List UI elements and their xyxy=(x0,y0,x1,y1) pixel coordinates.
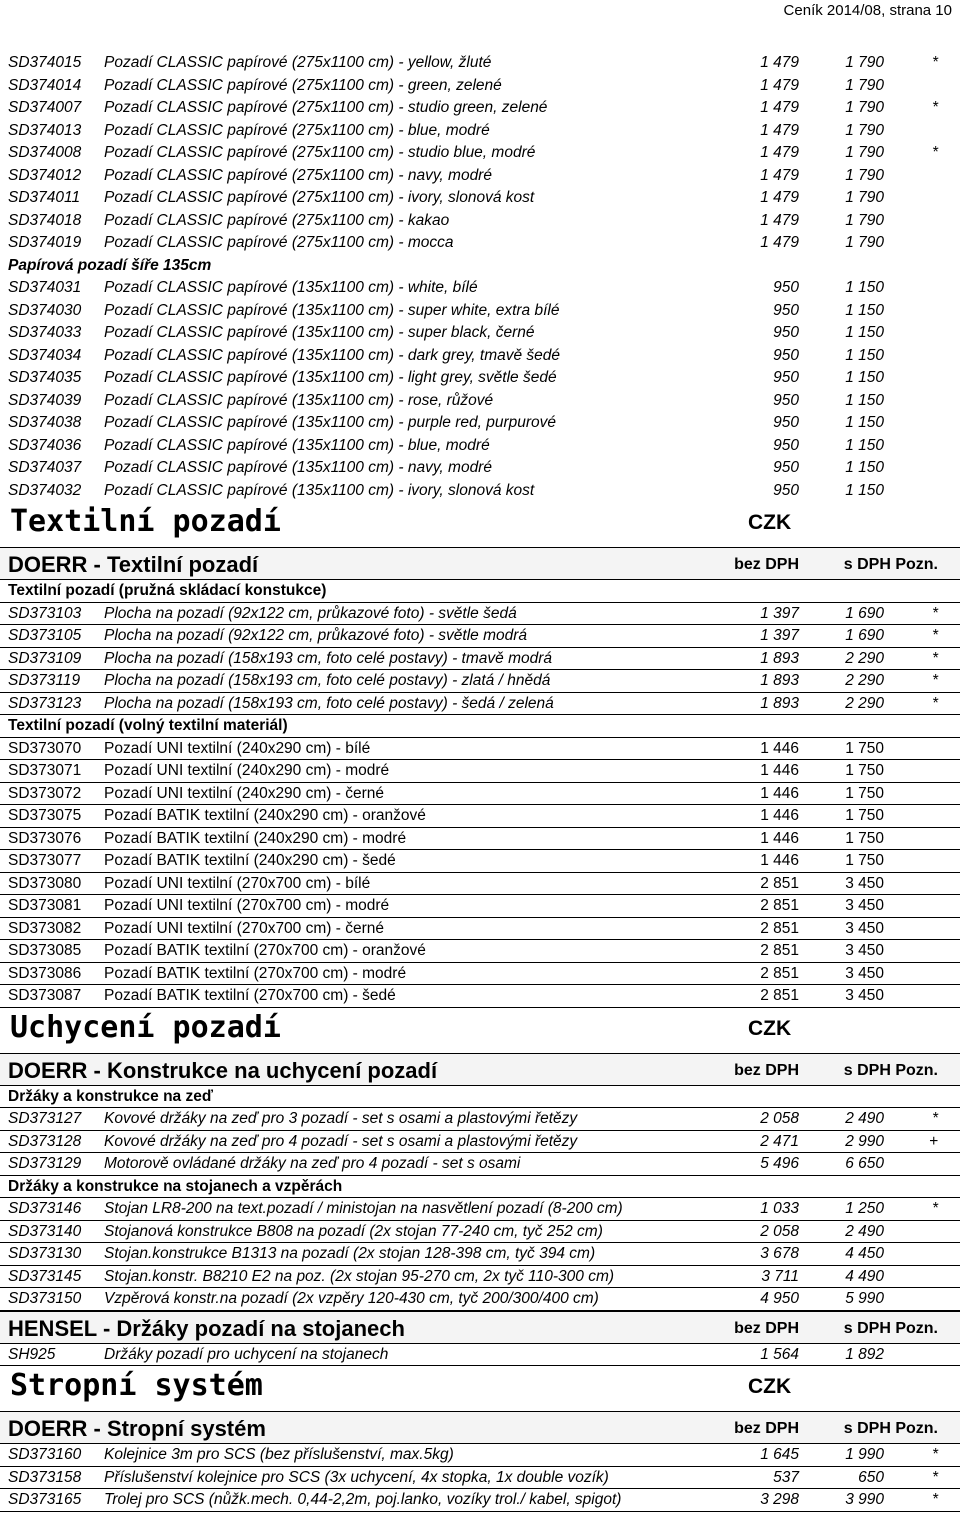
price-gross: 3 450 xyxy=(845,919,884,937)
price-net: 2 851 xyxy=(760,919,799,937)
product-code: SD373070 xyxy=(8,739,82,757)
price-gross: 1 790 xyxy=(845,99,884,116)
note-mark: * xyxy=(931,54,938,71)
product-code: SD373103 xyxy=(8,604,82,622)
product-row xyxy=(0,1131,960,1154)
price-net: 950 xyxy=(773,436,799,454)
product-code: SD374008 xyxy=(8,144,82,161)
price-gross: 1 150 xyxy=(845,459,884,476)
price-net: 1 446 xyxy=(760,852,799,869)
rows-group xyxy=(0,277,960,502)
product-row xyxy=(0,1344,960,1367)
price-gross: 1 750 xyxy=(845,807,884,824)
column-label-net: bez DPH xyxy=(734,1061,799,1079)
product-code: SD373086 xyxy=(8,964,82,982)
product-row xyxy=(0,963,960,986)
product-code: SD373129 xyxy=(8,1155,82,1172)
product-description: Pozadí UNI textilní (270x700 cm) - modré xyxy=(104,897,390,914)
product-description: Pozadí UNI textilní (240x290 cm) - bílé xyxy=(104,739,371,757)
product-description: Stojan LR8-200 na text.pozadí / ministojan na nasvětlení pozadí (8-200 cm) xyxy=(104,1200,623,1217)
price-net: 1 479 xyxy=(760,54,799,71)
product-row xyxy=(0,52,960,75)
price-gross: 1 790 xyxy=(845,76,884,94)
product-code: SD373128 xyxy=(8,1132,82,1150)
category-title: Stropní systém xyxy=(10,1368,263,1403)
product-description: Plocha na pozadí (92x122 cm, průkazové foto) - světle šedá xyxy=(104,604,517,622)
product-row xyxy=(0,1108,960,1131)
price-net: 1 893 xyxy=(760,694,799,712)
price-net: 2 058 xyxy=(760,1222,799,1240)
price-gross: 1 150 xyxy=(845,324,884,341)
product-code: SD373081 xyxy=(8,897,82,914)
product-row xyxy=(0,322,960,345)
price-net: 950 xyxy=(773,279,799,296)
product-row xyxy=(0,850,960,873)
price-gross: 4 490 xyxy=(845,1267,884,1285)
price-net: 950 xyxy=(773,324,799,341)
note-mark: + xyxy=(928,1132,938,1150)
section-title: DOERR - Textilní pozadí xyxy=(8,552,259,577)
product-description: Plocha na pozadí (158x193 cm, foto celé postavy) - šedá / zelená xyxy=(104,694,554,712)
product-description: Pozadí CLASSIC papírové (275x1100 cm) - navy, modré xyxy=(104,166,492,184)
product-row xyxy=(0,165,960,188)
product-code: SD373109 xyxy=(8,649,82,667)
product-row xyxy=(0,232,960,255)
product-description: Pozadí BATIK textilní (240x290 cm) - oranžové xyxy=(104,807,426,824)
price-net: 1 479 xyxy=(760,99,799,116)
product-row xyxy=(0,277,960,300)
rows-group xyxy=(0,1198,960,1311)
product-code: SD373077 xyxy=(8,852,82,869)
product-code: SD373145 xyxy=(8,1267,82,1285)
price-net: 950 xyxy=(773,346,799,364)
section-heading xyxy=(0,1053,960,1086)
product-description: Kovové držáky na zeď pro 3 pozadí - set s osami a plastovými řetězy xyxy=(104,1110,578,1127)
price-net: 950 xyxy=(773,391,799,409)
product-row xyxy=(0,603,960,626)
column-label-net: bez DPH xyxy=(734,1319,799,1337)
product-description: Motorově ovládané držáky na zeď pro 4 pozadí - set s osami xyxy=(104,1155,521,1172)
price-net: 1 479 xyxy=(760,166,799,184)
product-code: SD374039 xyxy=(8,391,82,409)
product-code: SD373119 xyxy=(8,672,81,689)
product-description: Pozadí CLASSIC papírové (135x1100 cm) - rose, růžové xyxy=(104,391,494,409)
product-row xyxy=(0,670,960,693)
price-net: 1 479 xyxy=(760,189,799,206)
product-code: SD373105 xyxy=(8,627,82,644)
product-code: SD374011 xyxy=(8,189,81,206)
product-description: Pozadí CLASSIC papírové (275x1100 cm) - ivory, slonová kost xyxy=(104,189,535,206)
price-gross: 1 150 xyxy=(845,391,884,409)
product-row xyxy=(0,1153,960,1176)
price-net: 950 xyxy=(773,301,799,319)
price-gross: 1 750 xyxy=(845,784,884,802)
price-gross: 3 450 xyxy=(845,987,884,1004)
column-label-gross: s DPH Pozn. xyxy=(843,1319,938,1337)
product-row xyxy=(0,1288,960,1311)
price-net: 1 645 xyxy=(760,1446,799,1463)
product-row xyxy=(0,760,960,783)
price-gross: 2 290 xyxy=(845,694,884,712)
price-gross: 1 150 xyxy=(845,481,884,499)
product-code: SD373127 xyxy=(8,1110,82,1127)
rows-group xyxy=(0,603,960,716)
price-net: 1 479 xyxy=(760,144,799,161)
subheading: Papírová pozadí šíře 135cm xyxy=(8,256,212,274)
price-net: 950 xyxy=(773,369,799,386)
price-gross: 1 790 xyxy=(845,144,884,161)
product-description: Pozadí CLASSIC papírové (135x1100 cm) - ivory, slonová kost xyxy=(104,481,535,499)
rows-group xyxy=(0,52,960,255)
product-row xyxy=(0,805,960,828)
category-heading xyxy=(0,502,960,547)
rows-group xyxy=(0,1108,960,1176)
price-net: 1 446 xyxy=(760,784,799,802)
product-row xyxy=(0,895,960,918)
product-code: SD374035 xyxy=(8,369,82,386)
product-description: Stojan.konstr. B8210 E2 na poz. (2x stojan 95-270 cm, 2x tyč 110-300 cm) xyxy=(104,1267,615,1285)
product-code: SD374038 xyxy=(8,414,82,431)
price-net: 537 xyxy=(773,1468,799,1486)
product-row xyxy=(0,457,960,480)
note-mark: * xyxy=(931,1200,938,1217)
product-description: Trolej pro SCS (nůžk.mech. 0,44-2,2m, poj.lanko, vozíky trol./ kabel, spigot) xyxy=(104,1491,622,1508)
section-title: DOERR - Stropní systém xyxy=(8,1416,266,1441)
price-net: 2 851 xyxy=(760,874,799,892)
price-gross: 1 150 xyxy=(845,279,884,296)
price-net: 3 298 xyxy=(760,1491,799,1508)
currency-label: CZK xyxy=(748,511,792,534)
price-gross: 2 490 xyxy=(845,1222,884,1240)
price-gross: 1 790 xyxy=(845,234,884,251)
price-net: 2 851 xyxy=(760,964,799,982)
price-gross: 1 150 xyxy=(845,369,884,386)
product-code: SD373130 xyxy=(8,1245,82,1262)
note-mark: * xyxy=(931,649,938,667)
product-row xyxy=(0,783,960,806)
category-heading xyxy=(0,1008,960,1053)
price-gross: 3 450 xyxy=(845,942,884,959)
product-row xyxy=(0,142,960,165)
product-code: SD374019 xyxy=(8,234,82,251)
product-description: Pozadí CLASSIC papírové (275x1100 cm) - mocca xyxy=(104,234,454,251)
product-description: Pozadí CLASSIC papírové (135x1100 cm) - super white, extra bílé xyxy=(104,301,560,319)
note-mark: * xyxy=(931,99,938,116)
product-description: Pozadí CLASSIC papírové (275x1100 cm) - green, zelené xyxy=(104,76,502,94)
price-net: 1 446 xyxy=(760,807,799,824)
product-row xyxy=(0,1467,960,1490)
product-description: Pozadí CLASSIC papírové (135x1100 cm) - navy, modré xyxy=(104,459,492,476)
price-net: 1 397 xyxy=(760,627,799,644)
product-description: Stojanová konstrukce B808 na pozadí (2x stojan 77-240 cm, tyč 252 cm) xyxy=(104,1222,603,1240)
section-title: DOERR - Konstrukce na uchycení pozadí xyxy=(8,1057,438,1083)
product-row xyxy=(0,97,960,120)
product-row xyxy=(0,985,960,1008)
product-row xyxy=(0,435,960,458)
price-gross: 1 150 xyxy=(845,436,884,454)
product-code: SD374037 xyxy=(8,459,82,476)
price-gross: 3 450 xyxy=(845,874,884,892)
product-code: SD374015 xyxy=(8,54,82,71)
subheading: Držáky a konstrukce na stojanech a vzpěrách xyxy=(0,1176,960,1199)
price-gross: 1 750 xyxy=(845,739,884,757)
column-label-net: bez DPH xyxy=(734,556,799,573)
product-description: Pozadí CLASSIC papírové (275x1100 cm) - kakao xyxy=(104,211,450,229)
product-row xyxy=(0,828,960,851)
price-gross: 1 790 xyxy=(845,189,884,206)
product-description: Pozadí BATIK textilní (240x290 cm) - šedé xyxy=(104,852,396,869)
column-label-net: bez DPH xyxy=(734,1420,799,1437)
product-row xyxy=(0,693,960,716)
product-code: SD373150 xyxy=(8,1290,82,1307)
product-row xyxy=(0,1444,960,1467)
product-description: Pozadí CLASSIC papírové (275x1100 cm) - studio blue, modré xyxy=(104,144,536,161)
product-code: SD373123 xyxy=(8,694,82,712)
note-mark: * xyxy=(931,1110,938,1127)
product-code: SD374012 xyxy=(8,166,82,184)
price-gross: 1 150 xyxy=(845,346,884,364)
product-row xyxy=(0,1266,960,1289)
product-code: SD373146 xyxy=(8,1200,82,1217)
subheading: Textilní pozadí (volný textilní materiál) xyxy=(0,715,960,738)
note-mark: * xyxy=(931,1446,938,1463)
price-gross: 1 790 xyxy=(845,54,884,71)
product-row xyxy=(0,187,960,210)
product-description: Pozadí CLASSIC papírové (275x1100 cm) - studio green, zelené xyxy=(104,99,548,116)
price-gross: 2 290 xyxy=(845,649,884,667)
product-row xyxy=(0,1198,960,1221)
price-net: 1 479 xyxy=(760,234,799,251)
note-mark: * xyxy=(931,627,938,644)
note-mark: * xyxy=(931,604,938,622)
price-net: 950 xyxy=(773,414,799,431)
product-row xyxy=(0,918,960,941)
price-gross: 6 650 xyxy=(845,1155,884,1172)
price-gross: 1 690 xyxy=(845,627,884,644)
price-net: 1 479 xyxy=(760,211,799,229)
price-net: 2 851 xyxy=(760,897,799,914)
price-gross: 1 750 xyxy=(845,829,884,847)
product-row xyxy=(0,345,960,368)
price-net: 2 851 xyxy=(760,987,799,1004)
price-gross: 2 990 xyxy=(845,1132,884,1150)
price-net: 4 950 xyxy=(760,1290,799,1307)
product-description: Pozadí UNI textilní (270x700 cm) - černé xyxy=(104,919,384,937)
price-gross: 4 450 xyxy=(845,1245,884,1262)
page-number-label: Ceník 2014/08, strana 10 xyxy=(783,2,952,19)
price-gross: 1 990 xyxy=(845,1446,884,1463)
product-code: SD373085 xyxy=(8,942,82,959)
product-description: Kovové držáky na zeď pro 4 pozadí - set s osami a plastovými řetězy xyxy=(104,1132,578,1150)
product-description: Pozadí BATIK textilní (270x700 cm) - oranžové xyxy=(104,942,426,959)
price-gross: 1 750 xyxy=(845,852,884,869)
column-label-gross: s DPH Pozn. xyxy=(843,1061,938,1079)
price-net: 3 711 xyxy=(761,1267,799,1285)
product-description: Pozadí CLASSIC papírové (275x1100 cm) - blue, modré xyxy=(104,121,490,139)
product-code: SD374007 xyxy=(8,99,82,116)
category-heading xyxy=(0,1366,960,1411)
product-code: SD374031 xyxy=(8,279,82,296)
price-gross: 3 450 xyxy=(845,897,884,914)
price-gross: 2 490 xyxy=(845,1110,884,1127)
product-row xyxy=(0,412,960,435)
product-code: SD373087 xyxy=(8,987,82,1004)
product-row xyxy=(0,940,960,963)
price-net: 1 033 xyxy=(760,1200,799,1217)
price-gross: 2 290 xyxy=(845,672,884,689)
product-code: SD373071 xyxy=(8,762,82,779)
product-row xyxy=(0,625,960,648)
price-gross: 1 790 xyxy=(845,211,884,229)
product-description: Pozadí BATIK textilní (270x700 cm) - šedé xyxy=(104,987,396,1004)
product-description: Kolejnice 3m pro SCS (bez příslušenství, max.5kg) xyxy=(104,1446,454,1463)
price-gross: 3 450 xyxy=(845,964,884,982)
product-row xyxy=(0,1221,960,1244)
product-description: Stojan.konstrukce B1313 na pozadí (2x stojan 128-398 cm, tyč 394 cm) xyxy=(104,1245,596,1262)
price-net: 1 893 xyxy=(760,672,799,689)
price-net: 1 479 xyxy=(760,76,799,94)
product-description: Pozadí UNI textilní (270x700 cm) - bílé xyxy=(104,874,371,892)
category-title: Uchycení pozadí xyxy=(10,1009,281,1045)
rows-group xyxy=(0,1444,960,1512)
price-gross: 1 250 xyxy=(845,1200,884,1217)
product-description: Příslušenství kolejnice pro SCS (3x uchycení, 4x stopka, 1x double vozík) xyxy=(104,1468,609,1486)
section-title: HENSEL - Držáky pozadí na stojanech xyxy=(8,1315,405,1341)
price-gross: 1 150 xyxy=(845,301,884,319)
currency-label: CZK xyxy=(748,1375,792,1398)
subheading: Držáky a konstrukce na zeď xyxy=(0,1086,960,1109)
product-code: SD374036 xyxy=(8,436,82,454)
product-description: Plocha na pozadí (158x193 cm, foto celé postavy) - zlatá / hnědá xyxy=(104,672,551,689)
product-row xyxy=(0,480,960,503)
column-label-gross: s DPH Pozn. xyxy=(843,1420,938,1437)
product-description: Plocha na pozadí (92x122 cm, průkazové foto) - světle modrá xyxy=(104,627,528,644)
price-net: 3 678 xyxy=(760,1245,799,1262)
product-code: SD373160 xyxy=(8,1446,82,1463)
price-gross: 3 990 xyxy=(845,1491,884,1508)
product-code: SD374032 xyxy=(8,481,82,499)
price-gross: 1 892 xyxy=(845,1345,884,1363)
product-row xyxy=(0,1243,960,1266)
price-list xyxy=(0,52,960,1512)
product-description: Pozadí BATIK textilní (240x290 cm) - modré xyxy=(104,829,407,847)
product-description: Pozadí CLASSIC papírové (135x1100 cm) - light grey, světle šedé xyxy=(104,369,557,386)
price-net: 1 479 xyxy=(760,121,799,139)
product-description: Pozadí BATIK textilní (270x700 cm) - modré xyxy=(104,964,407,982)
product-row xyxy=(0,873,960,896)
product-code: SD373080 xyxy=(8,874,82,892)
product-row xyxy=(0,367,960,390)
subheading: Textilní pozadí (pružná skládací konstukce) xyxy=(0,580,960,603)
price-gross: 650 xyxy=(858,1468,884,1486)
product-code: SD373165 xyxy=(8,1491,82,1508)
product-code: SD374013 xyxy=(8,121,82,139)
price-net: 950 xyxy=(773,459,799,476)
price-net: 1 446 xyxy=(760,762,799,779)
note-mark: * xyxy=(931,694,938,712)
category-title: Textilní pozadí xyxy=(10,504,281,539)
product-code: SD373158 xyxy=(8,1468,82,1486)
product-description: Pozadí CLASSIC papírové (275x1100 cm) - yellow, žluté xyxy=(104,54,492,71)
product-row xyxy=(0,1489,960,1512)
product-row xyxy=(0,210,960,233)
price-net: 1 893 xyxy=(760,649,799,667)
product-row xyxy=(0,120,960,143)
section-heading xyxy=(0,1411,960,1444)
product-code: SH925 xyxy=(8,1345,56,1363)
product-description: Pozadí UNI textilní (240x290 cm) - modré xyxy=(104,762,390,779)
price-gross: 1 790 xyxy=(845,121,884,139)
product-code: SD374014 xyxy=(8,76,82,94)
product-code: SD373076 xyxy=(8,829,82,847)
product-row xyxy=(0,648,960,671)
product-code: SD374033 xyxy=(8,324,82,341)
product-description: Pozadí UNI textilní (240x290 cm) - černé xyxy=(104,784,384,802)
product-description: Držáky pozadí pro uchycení na stojanech xyxy=(104,1345,389,1363)
price-gross: 1 750 xyxy=(845,762,884,779)
product-code: SD374030 xyxy=(8,301,82,319)
product-code: SD374018 xyxy=(8,211,82,229)
rows-group xyxy=(0,1344,960,1367)
rows-group xyxy=(0,738,960,1008)
product-description: Plocha na pozadí (158x193 cm, foto celé postavy) - tmavě modrá xyxy=(104,649,553,667)
product-description: Pozadí CLASSIC papírové (135x1100 cm) - super black, černé xyxy=(104,324,535,341)
currency-label: CZK xyxy=(748,1016,792,1040)
column-label-gross: s DPH Pozn. xyxy=(843,556,938,573)
product-row xyxy=(0,75,960,98)
note-mark: * xyxy=(931,144,938,161)
product-description: Pozadí CLASSIC papírové (135x1100 cm) - white, bílé xyxy=(104,279,478,296)
product-description: Vzpěrová konstr.na pozadí (2x vzpěry 120-430 cm, tyč 200/300/400 cm) xyxy=(104,1290,599,1307)
price-net: 2 471 xyxy=(760,1132,799,1150)
price-net: 1 446 xyxy=(760,739,799,757)
price-net: 950 xyxy=(773,481,799,499)
product-code: SD373072 xyxy=(8,784,82,802)
note-mark: * xyxy=(931,1468,938,1486)
price-net: 1 446 xyxy=(760,829,799,847)
price-gross: 1 150 xyxy=(845,414,884,431)
product-code: SD373082 xyxy=(8,919,82,937)
price-net: 2 851 xyxy=(760,942,799,959)
price-net: 5 496 xyxy=(760,1155,799,1172)
section-heading xyxy=(0,1311,960,1344)
price-net: 1 564 xyxy=(760,1345,799,1363)
product-description: Pozadí CLASSIC papírové (135x1100 cm) - blue, modré xyxy=(104,436,490,454)
price-net: 2 058 xyxy=(760,1110,799,1127)
note-mark: * xyxy=(931,672,938,689)
price-gross: 1 790 xyxy=(845,166,884,184)
product-code: SD373075 xyxy=(8,807,82,824)
price-gross: 5 990 xyxy=(845,1290,884,1307)
product-row xyxy=(0,300,960,323)
product-code: SD374034 xyxy=(8,346,82,364)
product-row xyxy=(0,390,960,413)
product-row xyxy=(0,738,960,761)
product-description: Pozadí CLASSIC papírové (135x1100 cm) - dark grey, tmavě šedé xyxy=(104,346,561,364)
section-heading xyxy=(0,547,960,580)
price-gross: 1 690 xyxy=(845,604,884,622)
price-net: 1 397 xyxy=(760,604,799,622)
page-header xyxy=(0,0,960,30)
product-description: Pozadí CLASSIC papírové (135x1100 cm) - purple red, purpurové xyxy=(104,414,557,431)
note-mark: * xyxy=(931,1491,938,1508)
product-code: SD373140 xyxy=(8,1222,82,1240)
